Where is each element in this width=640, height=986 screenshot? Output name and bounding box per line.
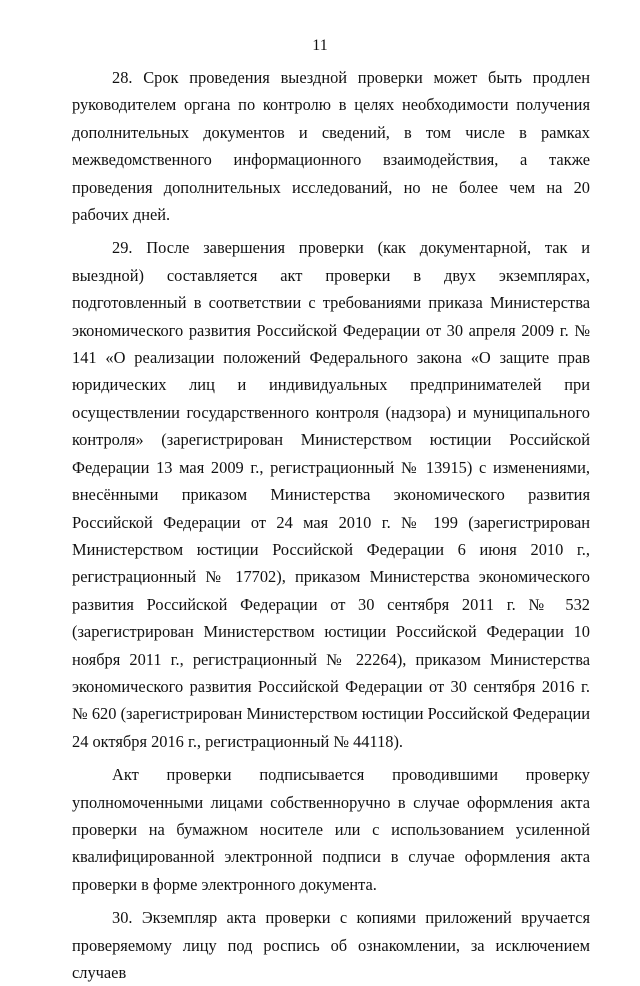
document-body [72,64,590,986]
paragraph-29: 29. После завершения проверки (как документарной, так и выездной) составляется акт проверки в двух экземплярах, подготовленный в соответствии с требованиями приказа Министерства экономического развития Российской Федерации от 30 апреля 2009 г. № 141 «О реализации положений Федерального закона «О защите прав юридических лиц и индивидуальных предпринимателей при осуществлении государственного контроля (надзора) и муниципального контроля» (зарегистрирован Министерством юстиции Российской Федерации 13 мая 2009 г., регистрационный № 13915) с изменениями, внесёнными приказом Министерства экономического развития Российской Федерации от 24 мая 2010 г. № 199 (зарегистрирован Министерством юстиции Российской Федерации 6 июня 2010 г., регистрационный № 17702), приказом Министерства экономического развития Российской Федерации от 30 сентября 2011 г. № 532 (зарегистрирован Министерством юстиции Российской Федерации 10 ноября 2011 г., регистрационный № 22264), приказом Министерства экономического развития Российской Федерации от 30 сентября 2016 г. № 620 (зарегистрирован Министерством юстиции Российской Федерации 24 октября 2016 г., регистрационный № 44118). [72,238,590,751]
paragraph-30: 30. Экземпляр акта проверки с копиями приложений вручается проверяемому лицу под роспись об ознакомлении, за исключением случаев [72,908,590,982]
paragraph-28: 28. Срок проведения выездной проверки может быть продлен руководителем органа по контролю в целях необходимости получения дополнительных документов и сведений, в том числе в рамках межведомственного информационного взаимодействия, а также проведения дополнительных исследований, но не более чем на 20 рабочих дней. [72,68,590,225]
paragraph-act-signing: Акт проверки подписывается проводившими проверку уполномоченными лицами собственноручно в случае оформления акта проверки на бумажном носителе или с использованием усиленной квалифицированной электронной подписи в случае оформления акта проверки в форме электронного документа. [72,765,590,894]
page-number: 11 [312,37,328,54]
